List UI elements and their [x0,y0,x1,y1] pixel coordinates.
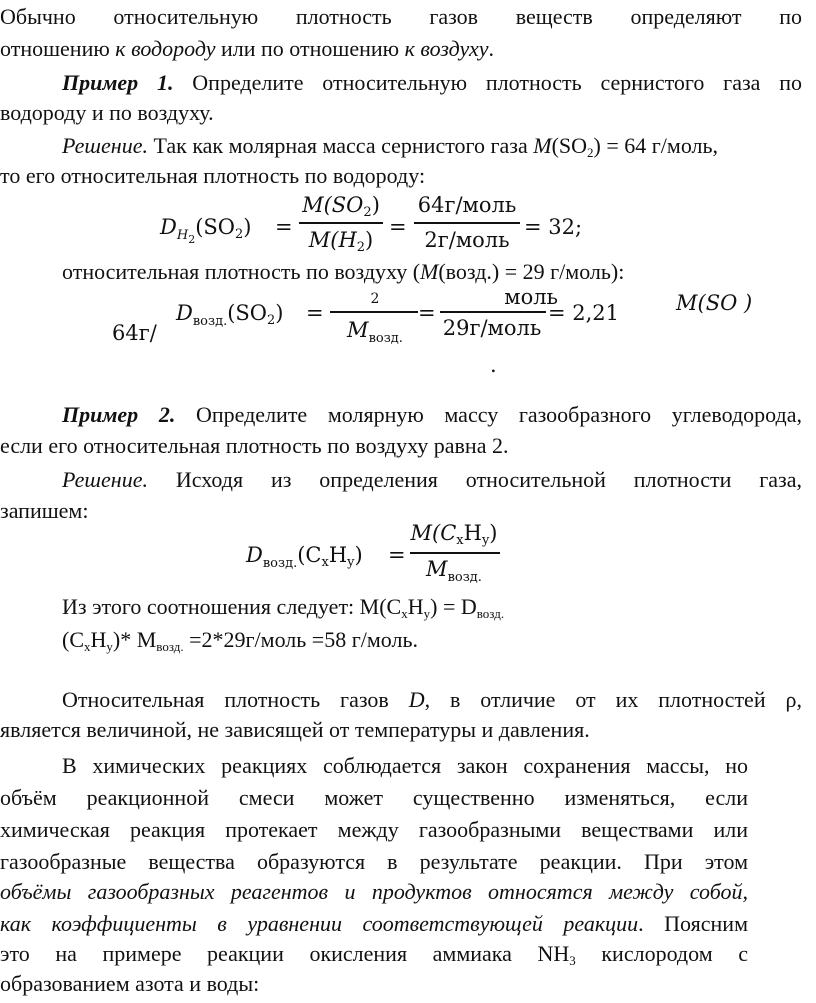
math-text: ) [365,228,374,252]
formula-3-num [406,521,502,548]
formula-1-den1 [296,228,386,255]
text: ) = 64 г/моль, [593,133,719,158]
example1-air-line [62,259,624,285]
math-text: ) [489,521,498,545]
formula-2-num2: моль [504,285,558,309]
text-italic: к водороду [115,36,216,61]
example-label: Пример 1. [62,70,174,95]
subscript: 2 [587,145,594,160]
formula-1-num2: 64г/моль [417,193,517,217]
math-text: (SO [195,215,235,239]
formula-2-bar2 [440,311,546,313]
math-text: ) [275,301,284,325]
para1-line-1 [62,687,802,713]
math-subscript: возд. [262,556,298,571]
formula-2-lhs [176,300,284,335]
formula-2-eq: = [306,301,324,325]
math-subscript: возд. [192,314,228,329]
text: H [407,594,424,619]
formula-1-bar2 [414,222,520,224]
math-text: M(H [308,228,357,252]
intro-line-1: Обычно относительную плотность газов веществ определяют по [0,4,802,29]
math-text: (SO [227,301,268,325]
example1-hydrogen-line: то его относительная плотность по водороду: [0,163,426,188]
math-text: H [328,543,348,567]
text: отношению [0,36,116,61]
example1-line-2: водороду и по воздуху. [0,100,214,125]
math-subscript: 2 [188,233,196,246]
math-subscript: 2 [356,240,366,255]
formula-2-den1 [330,318,420,346]
text: Из этого соотношения следует: M(C [62,594,402,619]
math-text: H [463,521,482,545]
text: ) = D [430,594,477,619]
text: относительная плотность по воздуху ( [62,259,421,284]
intro-line-2 [0,36,494,62]
text-italic: как коэффициенты в уравнении соответствующей реакции [0,911,639,936]
math-subscript: y [347,555,355,570]
para2-line-4: газообразные вещества образуются в результате реакции. При этом [0,849,748,874]
solution-label: Решение. [62,133,148,158]
text: Относительная плотность газов [62,687,409,712]
example2-solution-line [62,467,802,493]
formula-2-result: = 2,21 [548,301,620,325]
math-text: ) [354,543,363,567]
text: , в отличие от их плотностей ρ, [424,687,802,712]
subscript: возд. [476,606,505,621]
text: Так как молярная масса сернистого газа [147,133,534,158]
example2-line-1 [62,402,802,428]
math-var: D [246,543,263,567]
math-text: ) [371,193,380,217]
math-text: M [347,318,369,342]
math-subscript: возд. [368,331,403,346]
subscript: y [423,606,431,621]
math-subscript: x [321,555,329,570]
formula-2-left-fragment: 64г/ [112,321,157,345]
subscript: y [106,639,113,654]
text: (SO [551,133,588,158]
text-italic: к воздуху [404,36,489,61]
formula-1-eq: = [275,215,293,239]
para2-line-8: образованием азота и воды: [0,971,260,996]
text: H [90,627,107,652]
text: (возд.) = 29 г/моль): [438,259,625,284]
math-subscript: 2 [363,205,372,220]
text: )* M [112,627,157,652]
formula-1-result: = 32; [524,215,583,239]
para2-line-3: химическая реакция протекает между газообразными веществами или [0,817,748,842]
subscript: x [401,606,408,621]
example1-solution-line [62,133,718,166]
subscript: x [84,639,91,654]
para1-line-2: является величиной, не зависящей от температуры и давления. [0,717,590,742]
para2-line-7 [0,941,748,974]
text: или по отношению [215,36,405,61]
text: Исходя из определения относительной плотности газа, [147,467,802,492]
formula-3-den [406,557,502,585]
subscript: возд. [156,639,184,654]
para2-line-1: В химических реакциях соблюдается закон сохранения массы, но [62,753,748,778]
example2-calc-line [62,627,418,660]
example2-line-2: если его относительная плотность по воздуху равна 2. [0,433,509,458]
math-var: D [160,215,177,239]
math-text: M(SO [302,193,364,217]
text: это на примере реакции окисления аммиака NH [0,941,570,966]
formula-1-eq2: = [389,215,407,239]
math-subscript: x [456,533,464,548]
formula-1-bar1 [299,222,383,224]
solution-label: Решение. [62,467,148,492]
text: Определите относительную плотность сернистого газа по [173,70,802,95]
formula-3-bar [410,552,500,554]
formula-1-num1 [296,193,386,220]
text-italic: M [420,259,439,284]
para2-line-5: объёмы газообразных реагентов и продуктов относятся между собой, [0,879,748,904]
formula-2-den2: 29г/моль [442,316,542,340]
formula-2-bar1 [330,311,418,313]
math-text: M [426,557,448,581]
example2-write-line: запишем: [0,498,89,523]
formula-2-num1: 2 [370,291,380,307]
text: . [488,36,494,61]
math-text: ) [243,215,252,239]
math-subscript: 2 [234,227,244,242]
math-subscript: возд. [447,570,482,585]
text: кислородом с [575,941,748,966]
math-subscript: y [481,533,490,548]
formula-2-dot: . [490,353,497,377]
text-italic: D [408,687,425,712]
example2-follows-line [62,594,504,627]
text: . Поясним [638,911,748,936]
formula-3-lhs [246,542,363,577]
para2-line-6 [0,911,748,937]
formula-3-eq: = [388,543,406,567]
formula-1-lhs [160,214,251,253]
math-var: D [176,301,193,325]
formula-1-den2: 2г/моль [424,228,510,252]
math-text: (C [297,543,322,567]
math-subscript: H [176,228,189,243]
example1-line-1 [62,70,802,96]
math-subscript: 2 [267,313,276,328]
formula-2-right-fragment: M(SO ) [676,291,753,315]
math-text: M(C [410,521,457,545]
subscript: 3 [569,953,576,968]
formula-2-eq2: = [418,301,436,325]
text: =2*29г/моль =58 г/моль. [183,627,418,652]
text: Определите молярную массу газообразного углеводорода, [175,402,802,427]
text: (C [62,627,84,652]
para2-line-2: объём реакционной смеси может существенно изменяться, если [0,785,748,810]
text-italic: M [533,133,552,158]
example-label: Пример 2. [62,402,176,427]
